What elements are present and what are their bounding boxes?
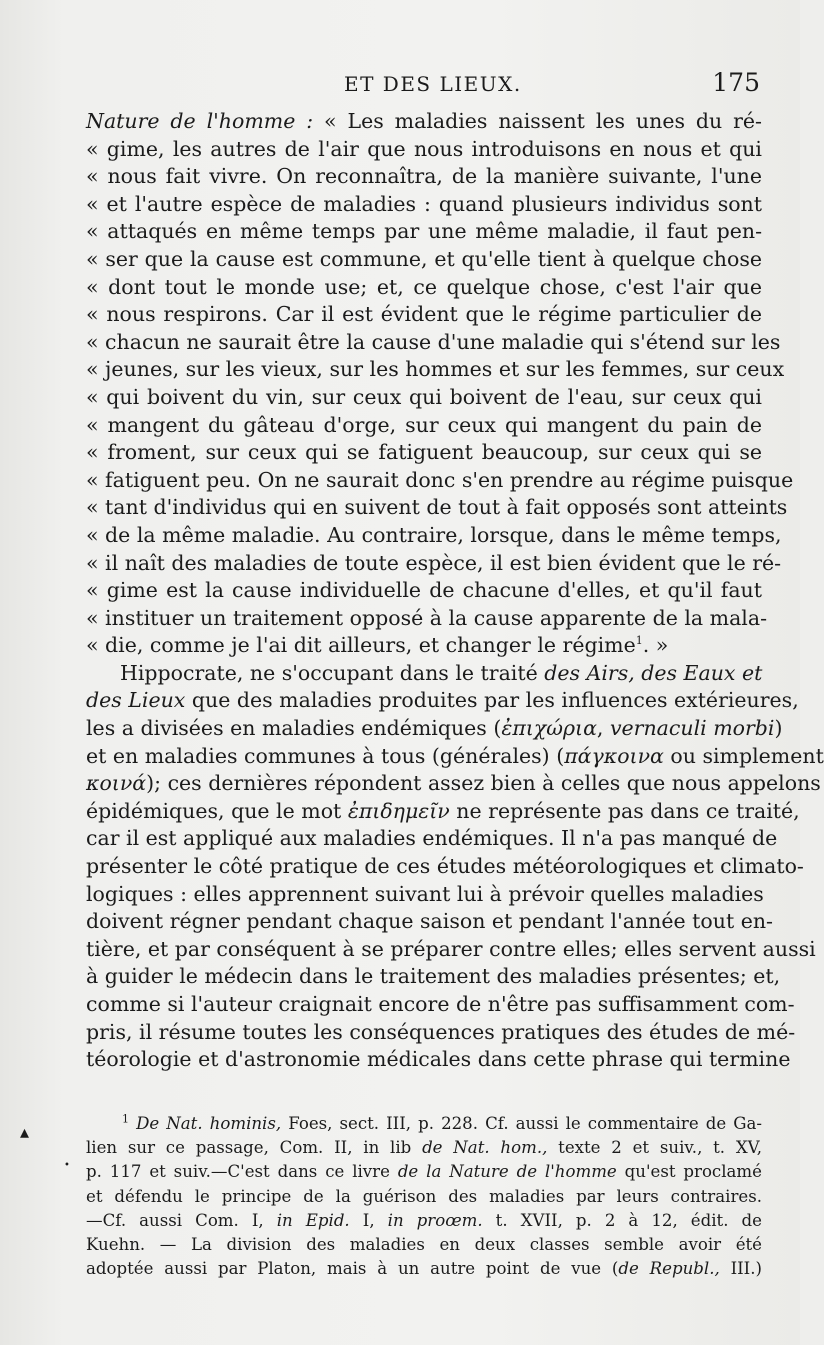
footnote-line: —Cf. aussi Com. I, in Epid. I, in proœm. t. XVII, p. 2 à 12, édit. de bbox=[86, 1210, 762, 1230]
work-title: des Lieux bbox=[86, 688, 186, 713]
greek-term: ἐπιχώρια bbox=[501, 716, 597, 741]
text-line: « die, comme je l'ai dit ailleurs, et changer le régime$^1$. » bbox=[86, 633, 669, 658]
text-line: « chacun ne saurait être la cause d'une maladie qui s'étend sur les bbox=[86, 329, 781, 354]
text-line: « jeunes, sur les vieux, sur les hommes et sur les femmes, sur ceux bbox=[86, 357, 785, 382]
text-line: « et l'autre espèce de maladies : quand plusieurs individus sont bbox=[86, 191, 762, 216]
text-line: Nature de l'homme : « Les maladies naissent les unes du ré- bbox=[86, 109, 762, 133]
text-line: « mangent du gâteau d'orge, sur ceux qui mangent du pain de bbox=[86, 412, 762, 437]
section-lead: Nature de l'homme : bbox=[86, 109, 314, 133]
text-line: tière, et par conséquent à se préparer contre elles; elles servent aussi bbox=[86, 936, 816, 961]
text-line: et en maladies communes à tous (générales) (πάγκοινα ou simplement bbox=[86, 743, 824, 768]
text-line: κοινά); ces dernières répondent assez bien à celles que nous appelons bbox=[86, 771, 821, 796]
text-line: « dont tout le monde use; et, ce quelque chose, c'est l'air que bbox=[86, 274, 762, 299]
footnote-line: et défendu le principe de la guérison des maladies par leurs contraires. bbox=[86, 1186, 762, 1206]
text-line: « froment, sur ceux qui se fatiguent beaucoup, sur ceux qui se bbox=[86, 440, 762, 465]
text-line: « ser que la cause est commune, et qu'elle tient à quelque chose bbox=[86, 246, 762, 271]
text-line: comme si l'auteur craignait encore de n'être pas suffisamment com- bbox=[86, 992, 795, 1016]
margin-speck: ▴ bbox=[20, 1122, 30, 1143]
text-line: « de la même maladie. Au contraire, lorsque, dans le même temps, bbox=[86, 522, 782, 547]
text-line: « fatiguent peu. On ne saurait donc s'en prendre au régime puisque bbox=[86, 467, 794, 492]
text-line: présenter le côté pratique de ces études météorologiques et climato- bbox=[86, 854, 804, 879]
text-line: Hippocrate, ne s'occupant dans le traité des Airs, des Eaux et bbox=[120, 660, 763, 685]
footnote-line: adoptée aussi par Platon, mais à un autre point de vue (de Republ., III.) bbox=[86, 1259, 762, 1279]
text-line: pris, il résume toutes les conséquences pratiques des études de mé- bbox=[86, 1019, 796, 1044]
running-title: ET DES LIEUX. bbox=[344, 72, 522, 96]
greek-term: ἐπιδημεῖν bbox=[347, 798, 450, 823]
page-number: 175 bbox=[712, 68, 760, 97]
page-header bbox=[86, 66, 760, 102]
text-line: des Lieux que des maladies produites par les influences extérieures, bbox=[86, 688, 799, 713]
greek-term: πάγκοινα bbox=[564, 743, 664, 768]
text-line: « nous fait vivre. On reconnaîtra, de la manière suivante, l'une bbox=[86, 164, 762, 189]
work-title: des Airs, des Eaux et bbox=[544, 660, 763, 685]
text-line: téorologie et d'astronomie médicales dans cette phrase qui termine bbox=[86, 1047, 791, 1072]
text-line: « tant d'individus qui en suivent de tout à fait opposés sont atteints bbox=[86, 495, 788, 520]
footnote-marker: 1 bbox=[122, 1112, 129, 1126]
footnote-ref: 1 bbox=[635, 634, 643, 648]
text-line: « attaqués en même temps par une même maladie, il faut pen- bbox=[86, 219, 762, 244]
text-line: « instituer un traitement opposé à la cause apparente de la mala- bbox=[86, 605, 768, 630]
footnote-line: Kuehn. — La division des maladies en deux classes semble avoir été bbox=[86, 1234, 762, 1254]
text-line: les a divisées en maladies endémiques (ἐπιχώρια, vernaculi morbi) bbox=[86, 716, 783, 741]
latin-term: vernaculi morbi bbox=[609, 716, 775, 741]
footnotes bbox=[86, 1112, 762, 1281]
text-line: « nous respirons. Car il est évident que le régime particulier de bbox=[86, 302, 762, 327]
text-line: « il naît des maladies de toute espèce, il est bien évident que le ré- bbox=[86, 550, 782, 575]
text-line: logiques : elles apprennent suivant lui à prévoir quelles maladies bbox=[86, 881, 764, 906]
footnote-line: p. 117 et suiv.—C'est dans ce livre de la Nature de l'homme qu'est proclamé bbox=[86, 1162, 762, 1182]
text-line: « gime, les autres de l'air que nous introduisons en nous et qui bbox=[86, 136, 762, 161]
footnote-line: $^1$ De Nat. hominis, Foes, sect. III, p. 228. Cf. aussi le commentaire de Ga- bbox=[122, 1112, 762, 1133]
greek-term: κοινά bbox=[86, 771, 147, 796]
text-line: car il est appliqué aux maladies endémiques. Il n'a pas manqué de bbox=[86, 826, 778, 851]
text-line: doivent régner pendant chaque saison et pendant l'année tout en- bbox=[86, 909, 773, 934]
margin-speck: • bbox=[64, 1160, 70, 1171]
text-line: épidémiques, que le mot ἐπιδημεῖν ne représente pas dans ce traité, bbox=[86, 798, 800, 823]
body-text bbox=[86, 108, 824, 1074]
text-line: « gime est la cause individuelle de chacune d'elles, et qu'il faut bbox=[86, 578, 762, 603]
text-line: « qui boivent du vin, sur ceux qui boivent de l'eau, sur ceux qui bbox=[86, 384, 762, 409]
text-line: à guider le médecin dans le traitement des maladies présentes; et, bbox=[86, 964, 781, 989]
footnote-line: lien sur ce passage, Com. II, in lib de Nat. hom., texte 2 et suiv., t. XV, bbox=[86, 1138, 763, 1158]
